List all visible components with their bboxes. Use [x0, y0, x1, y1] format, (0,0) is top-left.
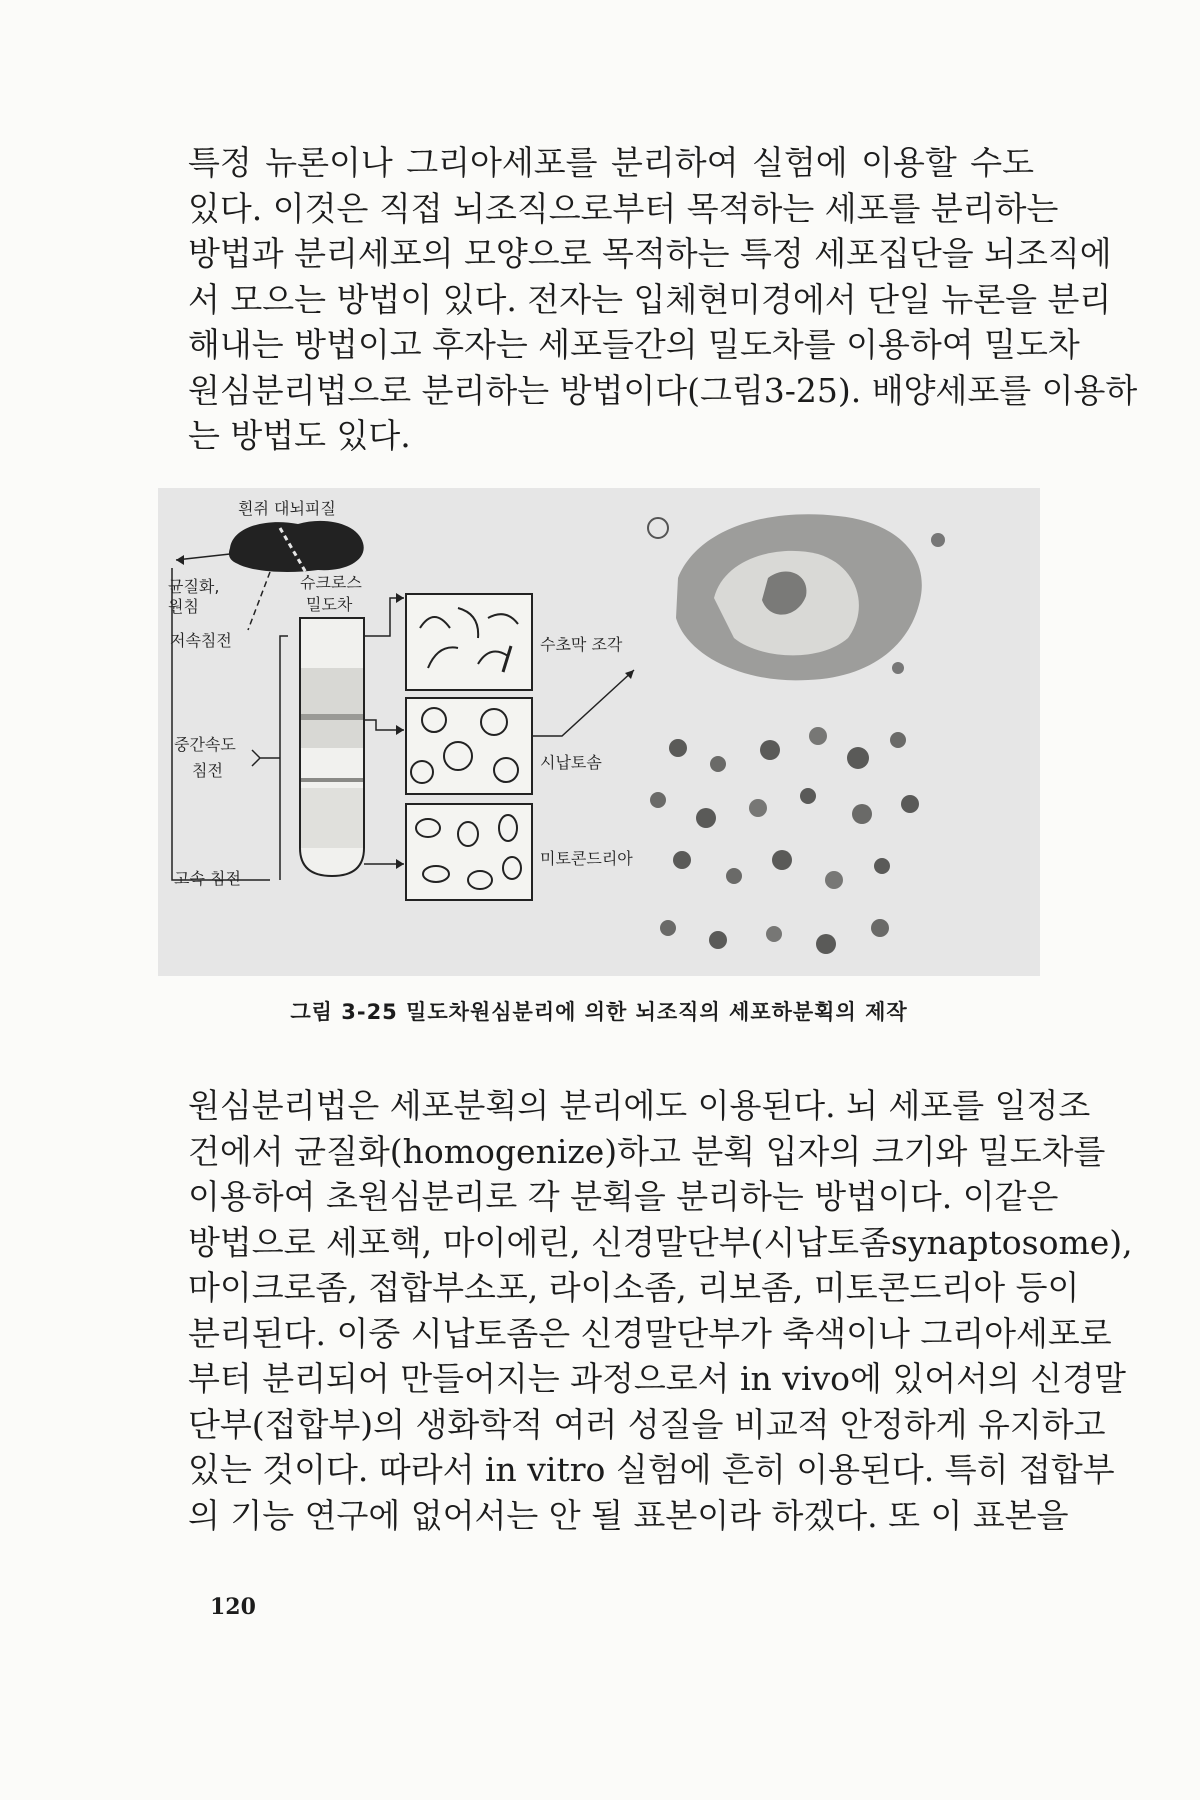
- myelin-fraction-box: [406, 594, 532, 690]
- figure-3-25: [158, 488, 1040, 976]
- centrifuge-label: 원침: [168, 597, 199, 616]
- text-line: 원심분리법으로 분리하는 방법이다(그림3-25). 배양세포를 이용하: [188, 370, 1138, 410]
- homogenize-label: 균질화,: [168, 577, 220, 596]
- synaptosome-micrograph: [648, 514, 945, 680]
- text-line: 특정 뉴론이나 그리아세포를 분리하여 실험에 이용할 수도: [188, 143, 1034, 182]
- paragraph-2: [188, 1083, 1133, 1538]
- test-tube: [300, 618, 364, 876]
- high-speed-label: 고속 침전: [174, 869, 241, 888]
- text-line: 는 방법도 있다.: [188, 416, 411, 455]
- synaptosome-label: 시납토솜: [540, 753, 602, 772]
- text-line: 있는 것이다. 따라서 in vitro 실험에 흔히 이용된다. 특히 접합부: [188, 1450, 1115, 1489]
- mid-speed-label-2: 침전: [192, 761, 223, 780]
- mitochondria-micrograph: [650, 727, 919, 954]
- text-line: 마이크로좀, 접합부소포, 라이소좀, 리보좀, 미토콘드리아 등이: [188, 1268, 1080, 1307]
- density-label: 밀도차: [306, 595, 353, 614]
- text-line: 있다. 이것은 직접 뇌조직으로부터 목적하는 세포를 분리하는: [188, 188, 1059, 228]
- text-line: 이용하여 초원심분리로 각 분획을 분리하는 방법이다. 이같은: [188, 1177, 1059, 1216]
- text-line: 방법과 분리세포의 모양으로 목적하는 특정 세포집단을 뇌조직에: [188, 234, 1112, 273]
- text-line: 의 기능 연구에 없어서는 안 될 표본이라 하겠다. 또 이 표본을: [188, 1495, 1069, 1535]
- mitochondria-label: 미토콘드리아: [540, 849, 633, 868]
- sucrose-label: 슈크로스: [300, 573, 362, 592]
- synaptosome-fraction-box: [406, 698, 532, 794]
- mid-speed-label-1: 중간속도: [174, 735, 236, 754]
- text-line: 건에서 균질화(homogenize)하고 분획 입자의 크기와 밀도차를: [188, 1131, 1106, 1171]
- paragraph-1: [188, 140, 1138, 459]
- cortex-label: 흰쥐 대뇌피질: [238, 499, 336, 518]
- myelin-label: 수초막 조각: [540, 635, 623, 654]
- low-speed-label: 저속침전: [170, 631, 232, 650]
- text-line: 해내는 방법이고 후자는 세포들간의 밀도차를 이용하여 밀도차: [188, 325, 1080, 364]
- text-line: 분리된다. 이중 시납토좀은 신경말단부가 축색이나 그리아세포로: [188, 1313, 1112, 1353]
- text-line: 부터 분리되어 만들어지는 과정으로서 in vivo에 있어서의 신경말: [188, 1359, 1127, 1398]
- text-line: 서 모으는 방법이 있다. 전자는 입체현미경에서 단일 뉴론을 분리: [188, 279, 1112, 319]
- brain-illustration: [229, 521, 364, 576]
- text-line: 방법으로 세포핵, 마이에린, 신경말단부(시납토좀synaptosome),: [188, 1222, 1133, 1262]
- text-line: 단부(접합부)의 생화학적 여러 성질을 비교적 안정하게 유지하고: [188, 1404, 1106, 1444]
- text-line: 원심분리법은 세포분획의 분리에도 이용된다. 뇌 세포를 일정조: [188, 1086, 1091, 1125]
- centrifugation-diagram: [158, 488, 1040, 976]
- page-number: 120: [210, 1594, 256, 1620]
- mitochondria-fraction-box: [406, 804, 532, 900]
- figure-caption: 그림 3-25 밀도차원심분리에 의한 뇌조직의 세포하분획의 제작: [290, 1000, 908, 1024]
